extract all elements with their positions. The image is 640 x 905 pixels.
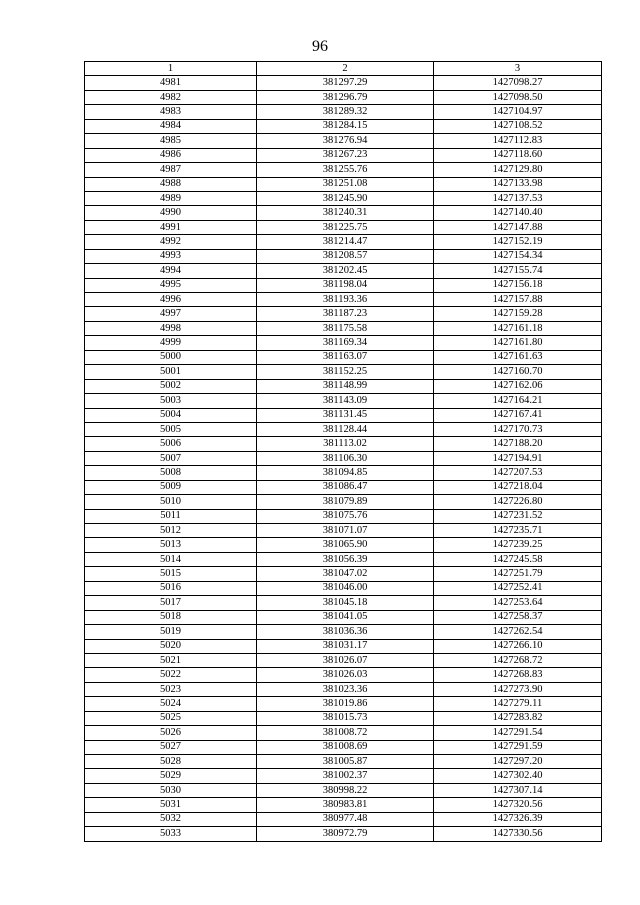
coordinates-table [84, 61, 602, 842]
point-number-cell: 4998 [85, 321, 257, 335]
table-row [85, 119, 602, 133]
x-coordinate-cell: 381046.00 [257, 581, 434, 595]
y-coordinate-cell: 1427104.97 [434, 105, 602, 119]
point-number-cell: 5002 [85, 379, 257, 393]
y-coordinate-cell: 1427291.59 [434, 740, 602, 754]
x-coordinate-cell: 381019.86 [257, 697, 434, 711]
point-number-cell: 4990 [85, 206, 257, 220]
y-coordinate-cell: 1427226.80 [434, 495, 602, 509]
x-coordinate-cell: 381041.05 [257, 610, 434, 624]
point-number-cell: 5022 [85, 668, 257, 682]
x-coordinate-cell: 381031.17 [257, 639, 434, 653]
table-row [85, 639, 602, 653]
table-row [85, 379, 602, 393]
point-number-cell: 5012 [85, 524, 257, 538]
y-coordinate-cell: 1427245.58 [434, 552, 602, 566]
table-row [85, 596, 602, 610]
x-coordinate-cell: 381284.15 [257, 119, 434, 133]
table-row [85, 653, 602, 667]
table-row [85, 148, 602, 162]
x-coordinate-cell: 381198.04 [257, 278, 434, 292]
table-row [85, 697, 602, 711]
point-number-cell: 4999 [85, 336, 257, 350]
point-number-cell: 5015 [85, 567, 257, 581]
table-row [85, 480, 602, 494]
y-coordinate-cell: 1427188.20 [434, 437, 602, 451]
y-coordinate-cell: 1427307.14 [434, 783, 602, 797]
table-row [85, 552, 602, 566]
y-coordinate-cell: 1427137.53 [434, 191, 602, 205]
point-number-cell: 5016 [85, 581, 257, 595]
point-number-cell: 5013 [85, 538, 257, 552]
y-coordinate-cell: 1427140.40 [434, 206, 602, 220]
y-coordinate-cell: 1427157.88 [434, 293, 602, 307]
x-coordinate-cell: 381255.76 [257, 163, 434, 177]
y-coordinate-cell: 1427268.72 [434, 653, 602, 667]
y-coordinate-cell: 1427231.52 [434, 509, 602, 523]
y-coordinate-cell: 1427152.19 [434, 235, 602, 249]
table-row [85, 235, 602, 249]
point-number-cell: 5028 [85, 755, 257, 769]
table-row [85, 206, 602, 220]
point-number-cell: 5024 [85, 697, 257, 711]
table-row [85, 278, 602, 292]
x-coordinate-cell: 381148.99 [257, 379, 434, 393]
x-coordinate-cell: 381086.47 [257, 480, 434, 494]
x-coordinate-cell: 381113.02 [257, 437, 434, 451]
point-number-cell: 4986 [85, 148, 257, 162]
table-row [85, 610, 602, 624]
x-coordinate-cell: 381202.45 [257, 264, 434, 278]
point-number-cell: 5026 [85, 726, 257, 740]
point-number-cell: 5029 [85, 769, 257, 783]
point-number-cell: 4983 [85, 105, 257, 119]
y-coordinate-cell: 1427133.98 [434, 177, 602, 191]
point-number-cell: 5000 [85, 350, 257, 364]
y-coordinate-cell: 1427112.83 [434, 134, 602, 148]
point-number-cell: 5030 [85, 783, 257, 797]
point-number-cell: 5023 [85, 682, 257, 696]
x-coordinate-cell: 381251.08 [257, 177, 434, 191]
x-coordinate-cell: 381128.44 [257, 422, 434, 436]
table-row [85, 365, 602, 379]
point-number-cell: 4988 [85, 177, 257, 191]
y-coordinate-cell: 1427218.04 [434, 480, 602, 494]
x-coordinate-cell: 381131.45 [257, 408, 434, 422]
table-row [85, 163, 602, 177]
table-row [85, 625, 602, 639]
table-row [85, 524, 602, 538]
point-number-cell: 5010 [85, 495, 257, 509]
y-coordinate-cell: 1427170.73 [434, 422, 602, 436]
point-number-cell: 5018 [85, 610, 257, 624]
table-row [85, 495, 602, 509]
point-number-cell: 5021 [85, 653, 257, 667]
point-number-cell: 4984 [85, 119, 257, 133]
point-number-cell: 4982 [85, 90, 257, 104]
point-number-cell: 5027 [85, 740, 257, 754]
point-number-cell: 4995 [85, 278, 257, 292]
table-row [85, 408, 602, 422]
y-coordinate-cell: 1427159.28 [434, 307, 602, 321]
point-number-cell: 5003 [85, 394, 257, 408]
x-coordinate-cell: 380998.22 [257, 783, 434, 797]
point-number-cell: 4985 [85, 134, 257, 148]
point-number-cell: 5004 [85, 408, 257, 422]
y-coordinate-cell: 1427161.80 [434, 336, 602, 350]
x-coordinate-cell: 381071.07 [257, 524, 434, 538]
x-coordinate-cell: 381015.73 [257, 711, 434, 725]
point-number-cell: 5006 [85, 437, 257, 451]
x-coordinate-cell: 381047.02 [257, 567, 434, 581]
table-row [85, 307, 602, 321]
y-coordinate-cell: 1427258.37 [434, 610, 602, 624]
y-coordinate-cell: 1427262.54 [434, 625, 602, 639]
y-coordinate-cell: 1427147.88 [434, 220, 602, 234]
point-number-cell: 5017 [85, 596, 257, 610]
y-coordinate-cell: 1427235.71 [434, 524, 602, 538]
x-coordinate-cell: 381023.36 [257, 682, 434, 696]
table-row [85, 451, 602, 465]
table-row [85, 798, 602, 812]
column-header-1: 1 [85, 62, 257, 76]
x-coordinate-cell: 380983.81 [257, 798, 434, 812]
x-coordinate-cell: 381065.90 [257, 538, 434, 552]
table-row [85, 769, 602, 783]
table-row [85, 394, 602, 408]
x-coordinate-cell: 381106.30 [257, 451, 434, 465]
x-coordinate-cell: 381002.37 [257, 769, 434, 783]
y-coordinate-cell: 1427129.80 [434, 163, 602, 177]
y-coordinate-cell: 1427291.54 [434, 726, 602, 740]
point-number-cell: 4981 [85, 76, 257, 90]
point-number-cell: 5032 [85, 812, 257, 826]
table-row [85, 711, 602, 725]
y-coordinate-cell: 1427161.63 [434, 350, 602, 364]
y-coordinate-cell: 1427154.34 [434, 249, 602, 263]
table-row [85, 509, 602, 523]
point-number-cell: 4994 [85, 264, 257, 278]
y-coordinate-cell: 1427268.83 [434, 668, 602, 682]
y-coordinate-cell: 1427330.56 [434, 827, 602, 841]
x-coordinate-cell: 381026.03 [257, 668, 434, 682]
x-coordinate-cell: 381079.89 [257, 495, 434, 509]
x-coordinate-cell: 380972.79 [257, 827, 434, 841]
table-row [85, 191, 602, 205]
x-coordinate-cell: 381026.07 [257, 653, 434, 667]
x-coordinate-cell: 381094.85 [257, 466, 434, 480]
table-row [85, 827, 602, 841]
table-row [85, 249, 602, 263]
table-row [85, 740, 602, 754]
point-number-cell: 4997 [85, 307, 257, 321]
column-header-3: 3 [434, 62, 602, 76]
point-number-cell: 5020 [85, 639, 257, 653]
y-coordinate-cell: 1427162.06 [434, 379, 602, 393]
y-coordinate-cell: 1427098.27 [434, 76, 602, 90]
table-row [85, 538, 602, 552]
point-number-cell: 5019 [85, 625, 257, 639]
y-coordinate-cell: 1427155.74 [434, 264, 602, 278]
point-number-cell: 5005 [85, 422, 257, 436]
x-coordinate-cell: 381005.87 [257, 755, 434, 769]
table-row [85, 350, 602, 364]
point-number-cell: 4992 [85, 235, 257, 249]
table-row [85, 466, 602, 480]
y-coordinate-cell: 1427251.79 [434, 567, 602, 581]
table-row [85, 76, 602, 90]
x-coordinate-cell: 381008.69 [257, 740, 434, 754]
y-coordinate-cell: 1427273.90 [434, 682, 602, 696]
table-row [85, 293, 602, 307]
x-coordinate-cell: 381175.58 [257, 321, 434, 335]
x-coordinate-cell: 381187.23 [257, 307, 434, 321]
x-coordinate-cell: 381152.25 [257, 365, 434, 379]
table-row [85, 567, 602, 581]
column-header-2: 2 [257, 62, 434, 76]
x-coordinate-cell: 381296.79 [257, 90, 434, 104]
y-coordinate-cell: 1427253.64 [434, 596, 602, 610]
table-row [85, 783, 602, 797]
point-number-cell: 5007 [85, 451, 257, 465]
table-row [85, 134, 602, 148]
table-row [85, 581, 602, 595]
point-number-cell: 5025 [85, 711, 257, 725]
y-coordinate-cell: 1427297.20 [434, 755, 602, 769]
y-coordinate-cell: 1427156.18 [434, 278, 602, 292]
table-row [85, 668, 602, 682]
x-coordinate-cell: 381289.32 [257, 105, 434, 119]
y-coordinate-cell: 1427326.39 [434, 812, 602, 826]
point-number-cell: 4993 [85, 249, 257, 263]
point-number-cell: 5031 [85, 798, 257, 812]
point-number-cell: 5011 [85, 509, 257, 523]
x-coordinate-cell: 381036.36 [257, 625, 434, 639]
table-row [85, 336, 602, 350]
x-coordinate-cell: 381008.72 [257, 726, 434, 740]
x-coordinate-cell: 381169.34 [257, 336, 434, 350]
y-coordinate-cell: 1427207.53 [434, 466, 602, 480]
point-number-cell: 4996 [85, 293, 257, 307]
y-coordinate-cell: 1427279.11 [434, 697, 602, 711]
y-coordinate-cell: 1427118.60 [434, 148, 602, 162]
table-row [85, 422, 602, 436]
y-coordinate-cell: 1427302.40 [434, 769, 602, 783]
point-number-cell: 5014 [85, 552, 257, 566]
table-row [85, 437, 602, 451]
x-coordinate-cell: 381276.94 [257, 134, 434, 148]
y-coordinate-cell: 1427161.18 [434, 321, 602, 335]
x-coordinate-cell: 381208.57 [257, 249, 434, 263]
y-coordinate-cell: 1427164.21 [434, 394, 602, 408]
x-coordinate-cell: 381225.75 [257, 220, 434, 234]
y-coordinate-cell: 1427320.56 [434, 798, 602, 812]
table-row [85, 220, 602, 234]
point-number-cell: 4989 [85, 191, 257, 205]
y-coordinate-cell: 1427283.82 [434, 711, 602, 725]
table-row [85, 90, 602, 104]
table-row [85, 755, 602, 769]
x-coordinate-cell: 381143.09 [257, 394, 434, 408]
x-coordinate-cell: 381163.07 [257, 350, 434, 364]
point-number-cell: 5008 [85, 466, 257, 480]
y-coordinate-cell: 1427252.41 [434, 581, 602, 595]
y-coordinate-cell: 1427194.91 [434, 451, 602, 465]
point-number-cell: 4987 [85, 163, 257, 177]
y-coordinate-cell: 1427160.70 [434, 365, 602, 379]
table-row [85, 682, 602, 696]
page-number: 96 [312, 38, 328, 55]
y-coordinate-cell: 1427266.10 [434, 639, 602, 653]
x-coordinate-cell: 381267.23 [257, 148, 434, 162]
table-row [85, 264, 602, 278]
y-coordinate-cell: 1427108.52 [434, 119, 602, 133]
y-coordinate-cell: 1427098.50 [434, 90, 602, 104]
x-coordinate-cell: 381045.18 [257, 596, 434, 610]
point-number-cell: 5001 [85, 365, 257, 379]
x-coordinate-cell: 381214.47 [257, 235, 434, 249]
x-coordinate-cell: 381075.76 [257, 509, 434, 523]
y-coordinate-cell: 1427167.41 [434, 408, 602, 422]
y-coordinate-cell: 1427239.25 [434, 538, 602, 552]
point-number-cell: 5009 [85, 480, 257, 494]
x-coordinate-cell: 381297.29 [257, 76, 434, 90]
x-coordinate-cell: 381240.31 [257, 206, 434, 220]
table-header-row [85, 62, 602, 76]
x-coordinate-cell: 381193.36 [257, 293, 434, 307]
table-row [85, 177, 602, 191]
point-number-cell: 4991 [85, 220, 257, 234]
x-coordinate-cell: 381245.90 [257, 191, 434, 205]
point-number-cell: 5033 [85, 827, 257, 841]
table-row [85, 105, 602, 119]
table-row [85, 321, 602, 335]
x-coordinate-cell: 380977.48 [257, 812, 434, 826]
x-coordinate-cell: 381056.39 [257, 552, 434, 566]
table-row [85, 726, 602, 740]
table-body [85, 76, 602, 841]
table-row [85, 812, 602, 826]
